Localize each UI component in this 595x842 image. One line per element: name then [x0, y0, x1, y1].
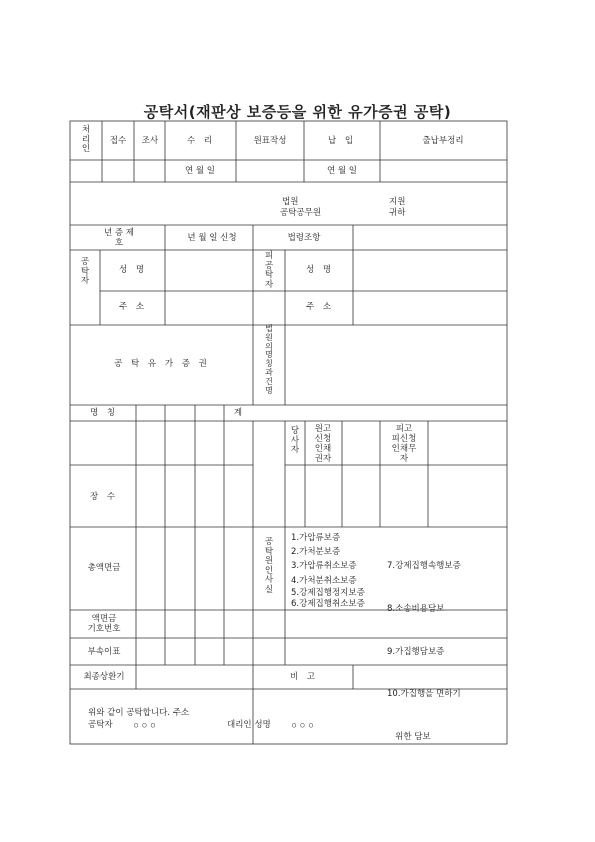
processor-label: 처리인: [81, 125, 91, 155]
plaintiff-label: 원고 신청 인채 권자: [314, 424, 332, 464]
court-label: 법원: [282, 197, 299, 207]
causes-left-list: [291, 531, 391, 610]
defendant-label: 피공탁자: [264, 251, 274, 290]
cause-item: 3.가압류취소보증: [291, 561, 357, 572]
depositor-addr-label: 주 소: [118, 302, 148, 312]
footer-depositor-label: 공탁자: [88, 720, 113, 730]
total-label: 계: [233, 408, 243, 418]
case-year-label: 년 증 제 호: [103, 228, 135, 248]
cause-item: 4.가처분취소보증: [291, 575, 357, 586]
cause-item: 8.소송비용담보: [387, 604, 445, 615]
name-label: 명 칭: [89, 408, 119, 418]
cause-item: 10.가집행을 면하기: [387, 689, 461, 700]
footer-statement: 위와 같이 공탁합니다. 주소: [88, 708, 190, 718]
defendant-name-label: 성 명: [305, 265, 335, 275]
causes-right-list: [387, 531, 461, 758]
footer-depositor-marks: ○ ○ ○: [134, 721, 156, 729]
remarks-label: 비 고: [289, 672, 319, 682]
maturity-label: 최종상환기: [83, 672, 125, 682]
defendant-party-label: 피고 피신청 인채무 자: [391, 424, 417, 464]
col-review: 조사: [141, 136, 159, 146]
date-label-2: 연 월 일: [326, 166, 358, 176]
col-original: 원표작성: [253, 136, 287, 146]
cause-item: 9.가집행담보증: [387, 646, 445, 657]
col-accept: 수 리: [186, 136, 216, 146]
coupon-label: 부속이표: [87, 647, 121, 657]
footer-agent-marks: ○ ○ ○: [292, 721, 314, 729]
page-title: 공탁서(재판상 보증등을 위한 유가증권 공탁): [143, 103, 452, 121]
officer-label: 공탁공무원: [280, 208, 322, 218]
col-payment: 납 입: [327, 136, 357, 146]
col-receipt: 접수: [109, 136, 127, 146]
parties-label: 당사자: [290, 426, 300, 456]
cause-label: 공탁원인사실: [264, 537, 274, 595]
depositor-label: 공탁자: [80, 257, 90, 287]
col-ledger: 출납부정리: [422, 136, 464, 146]
cause-item: 5.강제집행정지보증: [291, 587, 365, 598]
court-name-label: 법원의명칭과건명: [265, 324, 273, 395]
cause-item: 7.강제집행속행보증: [387, 561, 461, 572]
cause-item: 1.가압류보증: [291, 533, 341, 543]
footer-agent-label: 대리인 성명: [227, 720, 271, 730]
defendant-addr-label: 주 소: [305, 302, 335, 312]
branch-label: 지원: [389, 197, 406, 207]
apply-date-label: 년 월 일 신청: [187, 233, 237, 243]
attention-label: 귀하: [389, 208, 406, 218]
cause-item: 위한 담보: [387, 731, 431, 742]
face-symbol-label: 액면금 기호번호: [87, 614, 121, 634]
date-label-1: 연 월 일: [184, 166, 216, 176]
cause-item: 2.가처분보증: [291, 547, 341, 558]
depositor-name-label: 성 명: [118, 265, 148, 275]
face-amount-label: 총액면금: [87, 563, 121, 573]
cause-item: 6.강제집행취소보증: [291, 598, 365, 609]
law-label: 법령조항: [287, 233, 321, 243]
securities-label: 공 탁 유 가 증 권: [114, 359, 210, 369]
count-label: 장 수: [89, 492, 119, 502]
